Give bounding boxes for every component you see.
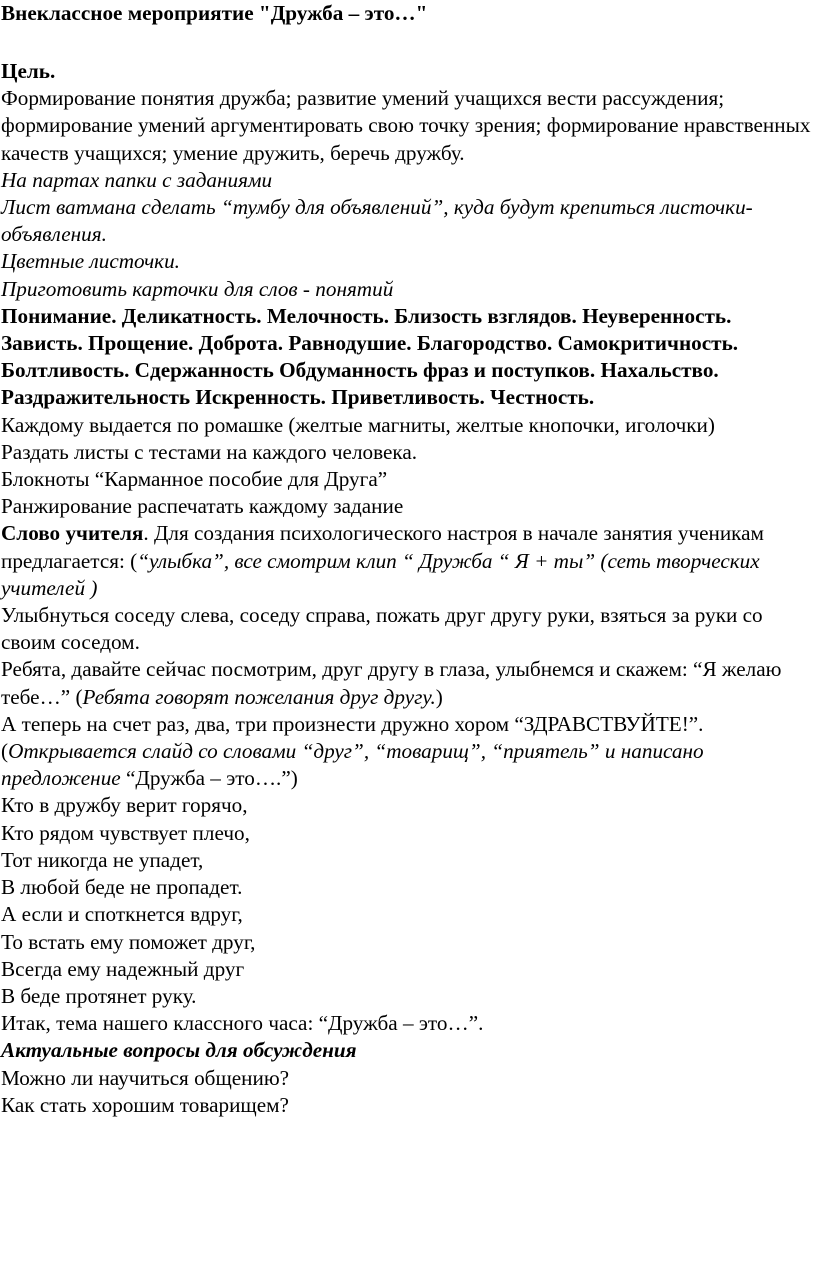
wish-text: Ребята, давайте сейчас посмотрим, друг другу в глаза, улыбнемся и скажем: “Я желаю тебе…” (	[1, 657, 782, 709]
material-item: Каждому выдается по ромашке (желтые магниты, желтые кнопочки, иголочки)	[1, 412, 715, 437]
teacher-label: Слово учителя	[1, 521, 144, 546]
goal-heading: Цель.	[1, 59, 56, 83]
prep-item: Цветные листочки.	[1, 249, 180, 274]
smile-paragraph: Улыбнуться соседу слева, соседу справа, пожать друг другу руки, взяться за руки со своим соседом.	[1, 603, 763, 655]
concept-words: Понимание. Деликатность. Мелочность. Близость взглядов. Неуверенность. Зависть. Прощение. Доброта. Равнодушие. Благородство. Самокритичность. Болтливость. Сдержанность Обдуманность фраз и поступков. Нахальство. Раздражительность Искренность. Приветливость. Честность.	[1, 303, 739, 410]
document-title: Внеклассное мероприятие "Дружба – это…"	[1, 1, 428, 25]
poem-line: Всегда ему надежный друг	[1, 956, 245, 981]
teacher-paragraph	[1, 520, 812, 602]
poem-line: Кто в дружбу верит горячо,	[1, 793, 248, 818]
poem-line: А если и споткнется вдруг,	[1, 902, 243, 927]
teacher-text: . Для создания психологического настроя в начале занятия ученикам предлагается: (	[1, 521, 764, 573]
wish-italic: Ребята говорят пожелания друг другу.	[82, 684, 436, 709]
slide-text: “Дружба – это….”)	[120, 766, 298, 791]
teacher-italic: “улыбка”, все смотрим клип “ Дружба “ Я + ты” (сеть творческих учителей )	[1, 548, 760, 600]
goal-text: Формирование понятия дружба; развитие умений учащихся вести рассуждения; формирование умений аргументировать свою точку зрения; формирование нравственных качеств учащихся; умение дружить, беречь дружбу.	[1, 86, 811, 165]
material-item: Раздать листы с тестами на каждого человека.	[1, 439, 418, 464]
spacer	[1, 27, 812, 58]
material-item: Ранжирование распечатать каждому задание	[1, 494, 404, 519]
poem-line: Кто рядом чувствует плечо,	[1, 820, 250, 845]
slide-paragraph	[1, 738, 812, 792]
prep-item: Приготовить карточки для слов - понятий	[1, 276, 394, 301]
material-item: Блокноты “Карманное пособие для Друга”	[1, 467, 388, 492]
prep-item: На партах папки с заданиями	[1, 167, 273, 192]
hello-paragraph: А теперь на счет раз, два, три произнести дружно хором “ЗДРАВСТВУЙТЕ!”.	[1, 711, 704, 736]
questions-heading: Актуальные вопросы для обсуждения	[1, 1038, 357, 1063]
slide-italic: Открывается слайд со словами “друг”, “товарищ”, “приятель” и написано предложение	[1, 739, 704, 791]
poem-line: В любой беде не пропадет.	[1, 875, 243, 900]
slide-open: (	[1, 739, 9, 764]
wish-close: )	[435, 684, 443, 709]
poem-line: В беде протянет руку.	[1, 983, 197, 1008]
topic-paragraph: Итак, тема нашего классного часа: “Дружба – это…”.	[1, 1011, 484, 1036]
poem-line: То встать ему поможет друг,	[1, 929, 256, 954]
prep-item: Лист ватмана сделать “тумбу для объявлений”, куда будут крепиться листочки-объявления.	[1, 195, 753, 247]
wish-paragraph	[1, 656, 812, 710]
question-item: Как стать хорошим товарищем?	[1, 1092, 289, 1117]
poem-line: Тот никогда не упадет,	[1, 847, 204, 872]
question-item: Можно ли научиться общению?	[1, 1065, 290, 1090]
